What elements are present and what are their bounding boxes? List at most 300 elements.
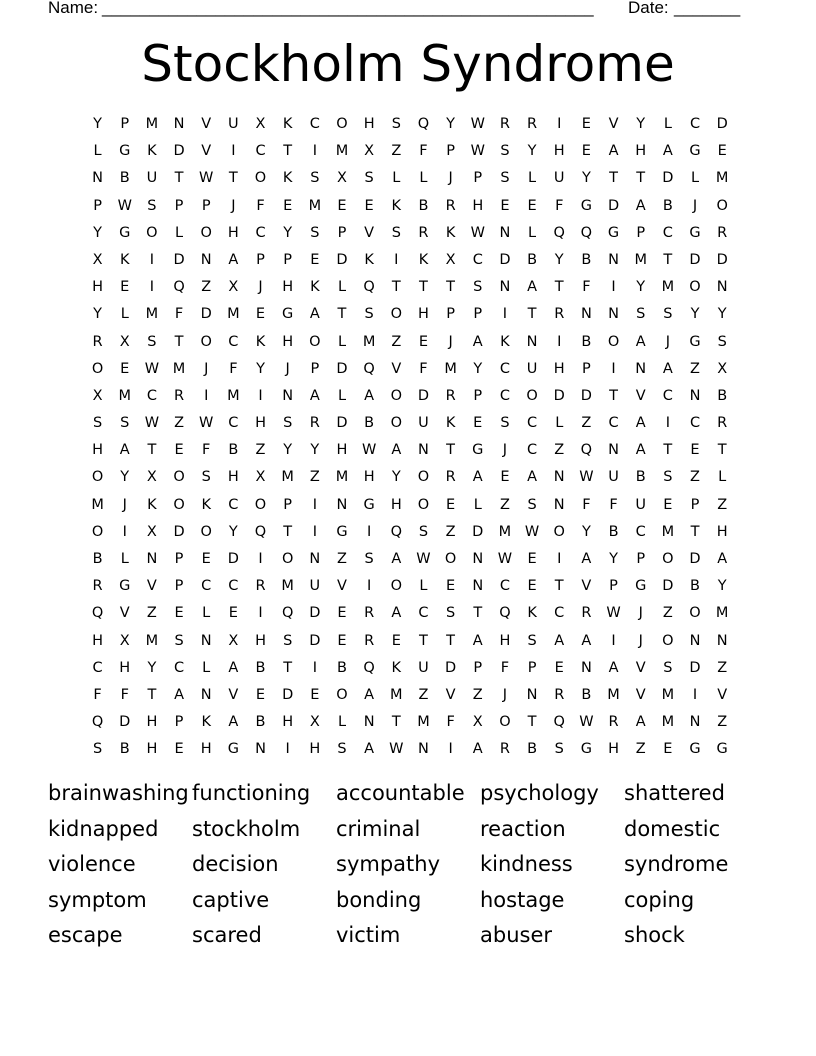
- grid-letter: D: [580, 387, 592, 404]
- grid-letter: R: [527, 116, 538, 132]
- grid-letter: I: [312, 523, 317, 540]
- grid-letter: B: [527, 741, 538, 758]
- grid-letter: B: [717, 387, 728, 404]
- grid-letter: I: [258, 387, 263, 404]
- grid-letter: Q: [580, 442, 593, 459]
- word-bank-item: symptom: [48, 887, 147, 912]
- grid-letter: M: [390, 686, 403, 703]
- grid-letter: R: [554, 686, 565, 703]
- word-bank-item: stockholm: [192, 816, 301, 841]
- grid-letter: O: [607, 333, 620, 350]
- grid-letter: M: [118, 387, 131, 404]
- grid-letter: L: [337, 387, 347, 404]
- grid-letter: I: [231, 143, 236, 160]
- grid-letter: E: [500, 197, 510, 214]
- grid-letter: C: [527, 415, 538, 432]
- grid-letter: Y: [147, 659, 157, 676]
- grid-letter: V: [337, 578, 347, 595]
- word-bank-item: shattered: [624, 781, 725, 805]
- grid-letter: Z: [472, 686, 483, 703]
- grid-letter: C: [499, 360, 510, 377]
- grid-letter: G: [635, 578, 647, 595]
- grid-letter: H: [146, 741, 158, 758]
- grid-letter: B: [228, 442, 239, 459]
- grid-letter: E: [663, 496, 673, 513]
- grid-letter: C: [146, 387, 157, 404]
- grid-letter: Z: [635, 741, 646, 758]
- grid-letter: M: [308, 197, 322, 214]
- grid-letter: L: [337, 714, 347, 731]
- grid-letter: X: [119, 333, 130, 350]
- grid-letter: K: [201, 714, 211, 731]
- grid-letter: T: [609, 170, 618, 187]
- grid-letter: H: [716, 523, 728, 540]
- grid-letter: G: [580, 197, 593, 214]
- grid-letter: H: [92, 632, 104, 649]
- grid-letter: A: [309, 387, 320, 404]
- grid-letter: X: [255, 469, 266, 486]
- grid-letter: M: [172, 360, 186, 377]
- grid-letter: F: [419, 143, 428, 160]
- word-bank-item: coping: [624, 887, 695, 912]
- grid-letter: M: [227, 387, 240, 404]
- grid-letter: C: [173, 659, 185, 676]
- grid-letter: I: [557, 333, 562, 350]
- grid-letter: N: [146, 551, 158, 567]
- grid-letter: S: [201, 469, 211, 486]
- grid-letter: Q: [363, 659, 375, 676]
- grid-letter: L: [663, 116, 672, 132]
- word-bank-item: reaction: [480, 816, 566, 841]
- grid-letter: D: [119, 714, 131, 731]
- grid-letter: E: [446, 496, 456, 513]
- grid-letter: P: [690, 496, 700, 513]
- grid-row: [84, 464, 744, 491]
- grid-letter: T: [473, 605, 483, 622]
- grid-letter: Q: [580, 224, 593, 241]
- grid-letter: W: [416, 551, 431, 567]
- grid-letter: E: [527, 197, 537, 214]
- grid-letter: C: [662, 387, 673, 404]
- grid-letter: E: [310, 686, 320, 703]
- word-bank-item: abuser: [480, 923, 553, 948]
- grid-letter: O: [309, 333, 321, 350]
- grid-row: [84, 165, 744, 192]
- grid-letter: A: [635, 442, 646, 459]
- grid-row: [84, 138, 744, 165]
- grid-letter: D: [445, 659, 457, 676]
- grid-letter: A: [554, 632, 565, 649]
- grid-letter: D: [689, 551, 701, 567]
- grid-letter: P: [174, 714, 184, 731]
- grid-letter: J: [665, 333, 670, 350]
- grid-letter: S: [473, 279, 483, 296]
- grid-letter: S: [446, 605, 456, 622]
- grid-letter: X: [364, 143, 375, 160]
- grid-letter: X: [119, 632, 130, 649]
- grid-letter: F: [582, 496, 591, 513]
- grid-letter: R: [92, 578, 103, 595]
- grid-letter: O: [173, 496, 185, 513]
- grid-letter: L: [202, 605, 211, 622]
- grid-letter: D: [309, 632, 321, 649]
- grid-letter: B: [255, 714, 266, 731]
- grid-letter: Q: [390, 523, 402, 540]
- grid-letter: A: [527, 469, 538, 486]
- grid-letter: N: [635, 360, 647, 377]
- grid-letter: Q: [173, 279, 185, 296]
- grid-letter: P: [174, 578, 184, 595]
- grid-letter: S: [500, 415, 510, 432]
- grid-letter: N: [689, 387, 701, 404]
- grid-letter: T: [419, 279, 428, 296]
- grid-letter: O: [91, 469, 104, 486]
- grid-letter: A: [472, 469, 483, 486]
- grid-letter: L: [473, 496, 482, 513]
- grid-letter: W: [361, 442, 377, 459]
- grid-letter: S: [174, 632, 184, 649]
- grid-letter: P: [473, 387, 483, 404]
- grid-letter: N: [363, 714, 375, 731]
- grid-letter: G: [336, 523, 348, 540]
- grid-letter: W: [470, 116, 485, 132]
- grid-letter: F: [256, 197, 265, 214]
- grid-letter: D: [200, 306, 212, 323]
- grid-letter: A: [309, 306, 320, 323]
- grid-letter: E: [201, 551, 211, 567]
- grid-letter: K: [445, 224, 456, 241]
- grid-letter: T: [554, 578, 564, 595]
- grid-letter: J: [231, 197, 236, 214]
- grid-letter: B: [581, 333, 592, 350]
- grid-letter: Z: [146, 605, 157, 622]
- grid-letter: B: [690, 578, 700, 595]
- word-bank-item: brainwashing: [48, 781, 189, 805]
- grid-letter: L: [718, 469, 727, 486]
- grid-letter: E: [554, 659, 564, 676]
- grid-letter: I: [665, 415, 670, 432]
- grid-letter: N: [553, 496, 565, 513]
- grid-letter: Y: [717, 578, 727, 595]
- grid-letter: I: [149, 279, 155, 296]
- grid-letter: M: [145, 632, 159, 649]
- grid-letter: S: [391, 224, 401, 241]
- grid-letter: E: [391, 632, 401, 649]
- word-bank-item: scared: [192, 923, 262, 948]
- grid-letter: K: [119, 251, 130, 268]
- grid-letter: S: [527, 632, 537, 649]
- grid-letter: Y: [554, 251, 564, 268]
- grid-letter: O: [526, 387, 538, 404]
- grid-letter: O: [662, 551, 674, 567]
- grid-letter: K: [418, 251, 429, 268]
- grid-letter: T: [419, 632, 428, 649]
- grid-letter: M: [91, 496, 104, 513]
- grid-letter: A: [228, 714, 239, 731]
- grid-row: [84, 573, 744, 600]
- grid-letter: M: [661, 523, 675, 540]
- grid-letter: X: [337, 170, 347, 187]
- grid-letter: S: [92, 741, 103, 758]
- grid-row: [84, 709, 744, 736]
- grid-letter: P: [93, 197, 102, 214]
- grid-letter: G: [282, 306, 294, 323]
- grid-letter: H: [119, 659, 131, 676]
- grid-letter: E: [174, 442, 184, 459]
- grid-letter: J: [502, 442, 508, 459]
- grid-letter: I: [285, 741, 290, 758]
- grid-row: [84, 628, 744, 655]
- grid-letter: Y: [636, 279, 646, 296]
- grid-letter: D: [173, 143, 185, 160]
- grid-letter: H: [472, 197, 484, 214]
- grid-letter: H: [227, 224, 239, 241]
- grid-letter: N: [255, 741, 266, 758]
- grid-letter: B: [337, 659, 347, 676]
- grid-letter: R: [717, 224, 728, 241]
- grid-letter: G: [689, 143, 701, 160]
- grid-row: [84, 111, 744, 138]
- grid-letter: M: [715, 170, 729, 187]
- grid-letter: S: [147, 333, 157, 350]
- grid-letter: Z: [690, 469, 700, 486]
- grid-letter: S: [120, 415, 130, 432]
- grid-letter: N: [716, 279, 728, 296]
- grid-letter: E: [120, 360, 130, 377]
- grid-letter: M: [145, 306, 159, 323]
- grid-letter: X: [146, 523, 157, 540]
- grid-letter: V: [228, 686, 239, 703]
- grid-letter: O: [91, 523, 104, 540]
- grid-letter: E: [581, 116, 591, 132]
- grid-letter: T: [717, 442, 727, 459]
- grid-letter: F: [446, 714, 455, 731]
- grid-letter: F: [229, 360, 238, 377]
- grid-letter: M: [281, 469, 294, 486]
- grid-letter: N: [418, 741, 429, 758]
- grid-letter: Y: [391, 469, 401, 486]
- grid-row: [84, 220, 744, 247]
- grid-letter: E: [337, 197, 347, 214]
- grid-letter: I: [611, 279, 616, 296]
- grid-letter: Y: [473, 360, 483, 377]
- grid-letter: L: [93, 143, 102, 160]
- grid-letter: D: [689, 251, 701, 268]
- word-bank-item: domestic: [624, 816, 721, 841]
- grid-letter: D: [553, 387, 565, 404]
- grid-letter: G: [119, 224, 131, 241]
- grid-letter: S: [717, 333, 727, 350]
- grid-letter: P: [527, 659, 537, 676]
- grid-letter: J: [448, 170, 453, 187]
- grid-letter: A: [228, 251, 239, 268]
- grid-letter: I: [367, 578, 372, 595]
- grid-letter: A: [364, 686, 375, 703]
- grid-letter: N: [282, 387, 294, 404]
- grid-letter: B: [635, 469, 646, 486]
- grid-letter: N: [336, 496, 348, 513]
- grid-letter: P: [636, 224, 646, 241]
- grid-letter: N: [309, 551, 321, 567]
- grid-letter: R: [92, 333, 103, 350]
- grid-letter: N: [689, 714, 701, 731]
- grid-letter: W: [579, 469, 594, 486]
- grid-letter: E: [283, 197, 293, 214]
- grid-letter: F: [582, 279, 591, 296]
- grid-letter: D: [662, 170, 674, 187]
- grid-letter: D: [689, 659, 701, 676]
- grid-letter: O: [390, 387, 402, 404]
- grid-letter: Z: [309, 469, 320, 486]
- grid-letter: Z: [337, 551, 347, 567]
- grid-letter: S: [364, 306, 374, 323]
- word-bank-item: accountable: [336, 781, 465, 805]
- grid-letter: D: [309, 605, 321, 622]
- grid-letter: W: [579, 714, 594, 731]
- grid-letter: K: [310, 279, 320, 296]
- grid-letter: L: [337, 279, 347, 296]
- grid-letter: O: [553, 523, 565, 540]
- grid-letter: Z: [201, 279, 212, 296]
- grid-letter: B: [92, 551, 103, 567]
- grid-letter: X: [92, 251, 103, 268]
- grid-letter: G: [689, 224, 701, 241]
- grid-letter: P: [120, 116, 130, 132]
- grid-letter: D: [662, 578, 674, 595]
- grid-letter: G: [716, 741, 728, 758]
- grid-letter: O: [173, 469, 185, 486]
- grid-letter: S: [500, 170, 510, 187]
- grid-letter: V: [364, 224, 375, 241]
- word-bank-item: hostage: [480, 887, 565, 912]
- grid-letter: V: [445, 686, 456, 703]
- grid-letter: H: [553, 143, 565, 160]
- word-bank-item: psychology: [480, 781, 599, 805]
- grid-letter: Z: [174, 415, 185, 432]
- word-bank: [48, 776, 768, 954]
- grid-letter: R: [445, 469, 456, 486]
- grid-letter: J: [285, 360, 290, 377]
- word-bank-item: kindness: [480, 852, 573, 877]
- date-blank-line: _______: [674, 0, 741, 17]
- grid-letter: T: [147, 442, 157, 459]
- grid-letter: T: [527, 714, 537, 731]
- grid-letter: C: [608, 415, 619, 432]
- page-title: Stockholm Syndrome: [141, 35, 675, 93]
- grid-letter: U: [228, 116, 239, 132]
- grid-letter: V: [119, 605, 130, 622]
- grid-letter: I: [122, 523, 127, 540]
- grid-letter: Q: [363, 360, 375, 377]
- date-label: Date:: [628, 0, 669, 17]
- grid-letter: I: [367, 523, 372, 540]
- grid-letter: M: [661, 686, 675, 703]
- grid-letter: Q: [553, 714, 565, 731]
- grid-letter: N: [92, 170, 103, 187]
- grid-letter: W: [606, 605, 621, 622]
- grid-letter: D: [173, 251, 185, 268]
- grid-letter: H: [635, 143, 647, 160]
- grid-letter: E: [337, 632, 347, 649]
- grid-letter: M: [661, 279, 675, 296]
- grid-letter: N: [472, 578, 484, 595]
- grid-letter: I: [258, 551, 263, 567]
- grid-letter: X: [228, 632, 239, 649]
- word-bank-item: captive: [192, 887, 270, 912]
- grid-letter: L: [120, 551, 129, 567]
- grid-letter: Y: [283, 442, 293, 459]
- name-blank-line: ____________________________________________________: [102, 0, 594, 17]
- grid-letter: V: [391, 360, 402, 377]
- grid-letter: C: [662, 224, 673, 241]
- grid-letter: G: [607, 224, 620, 241]
- grid-letter: M: [281, 578, 294, 595]
- grid-letter: S: [636, 306, 646, 323]
- grid-letter: W: [497, 551, 513, 567]
- grid-letter: D: [282, 686, 294, 703]
- grid-letter: P: [256, 251, 265, 268]
- grid-letter: P: [337, 224, 347, 241]
- grid-letter: L: [555, 415, 564, 432]
- grid-letter: K: [201, 496, 211, 513]
- grid-letter: A: [662, 143, 673, 160]
- grid-letter: R: [364, 605, 375, 622]
- grid-letter: T: [337, 306, 347, 323]
- grid-letter: E: [581, 143, 591, 160]
- word-bank-item: kidnapped: [48, 816, 159, 841]
- grid-letter: Y: [228, 523, 238, 540]
- grid-letter: Q: [363, 279, 375, 296]
- grid-letter: E: [527, 578, 537, 595]
- grid-letter: C: [499, 387, 510, 404]
- grid-letter: L: [392, 170, 401, 187]
- grid-letter: R: [174, 387, 185, 404]
- grid-letter: C: [554, 605, 565, 622]
- grid-letter: V: [635, 387, 646, 404]
- grid-letter: O: [689, 279, 701, 296]
- word-bank-item: sympathy: [336, 852, 440, 877]
- grid-letter: T: [283, 659, 293, 676]
- grid-letter: C: [92, 659, 103, 676]
- grid-letter: P: [201, 197, 211, 214]
- grid-letter: B: [608, 523, 619, 540]
- grid-letter: A: [391, 605, 402, 622]
- grid-row: [84, 492, 744, 519]
- grid-letter: Y: [581, 170, 591, 187]
- grid-letter: D: [336, 251, 348, 268]
- grid-letter: N: [472, 551, 484, 567]
- grid-letter: T: [283, 143, 293, 160]
- grid-letter: H: [336, 442, 348, 459]
- grid-letter: Z: [662, 605, 673, 622]
- grid-letter: O: [716, 197, 728, 214]
- grid-letter: T: [446, 632, 456, 649]
- word-bank-item: criminal: [336, 816, 421, 841]
- grid-letter: O: [336, 686, 348, 703]
- grid-letter: K: [255, 333, 266, 350]
- grid-letter: T: [391, 279, 401, 296]
- grid-letter: A: [635, 714, 646, 731]
- grid-letter: E: [690, 442, 700, 459]
- grid-letter: D: [499, 251, 511, 268]
- grid-letter: W: [470, 143, 485, 160]
- grid-letter: O: [91, 360, 104, 377]
- grid-letter: A: [581, 632, 592, 649]
- grid-letter: R: [364, 632, 375, 649]
- grid-letter: F: [93, 686, 102, 703]
- grid-letter: R: [418, 224, 429, 241]
- grid-letter: E: [446, 578, 456, 595]
